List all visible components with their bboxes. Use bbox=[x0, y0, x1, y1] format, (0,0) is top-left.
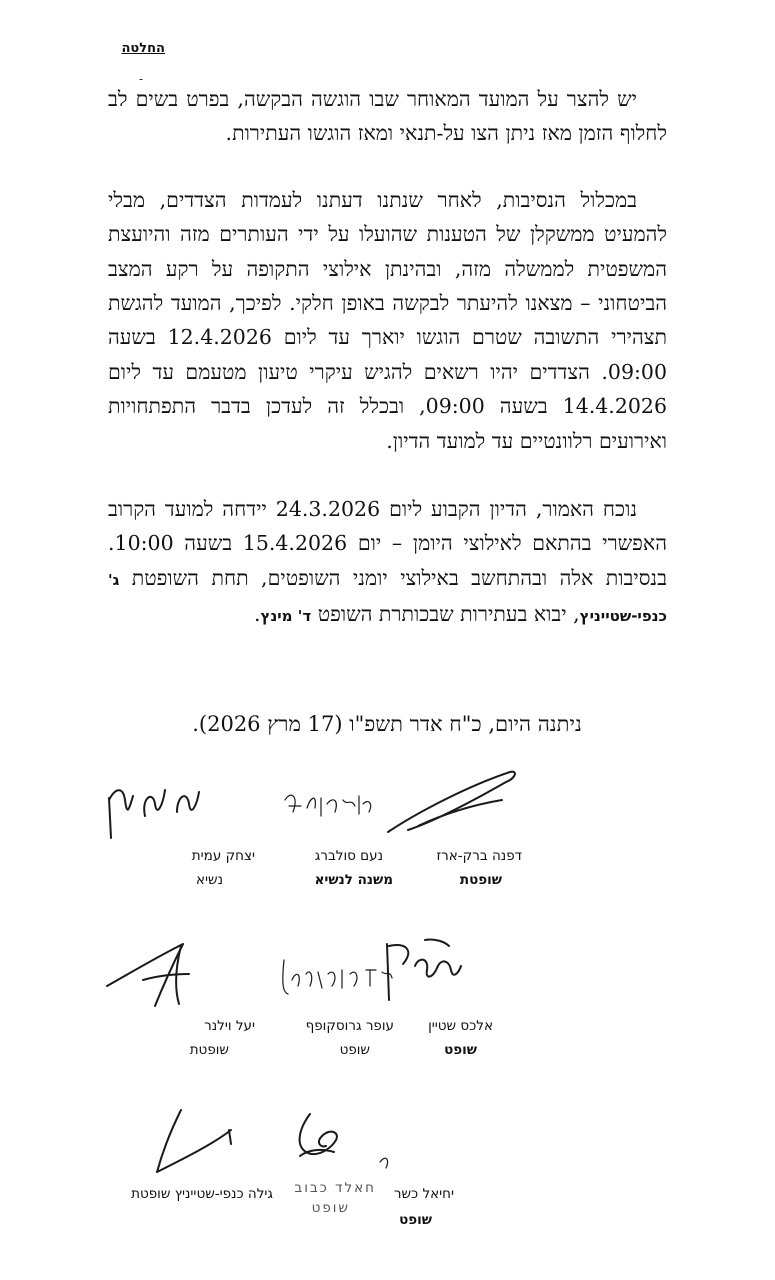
judge-title: שופט bbox=[311, 1200, 350, 1216]
paragraph-3-mid: , יבוא בעתירות שבכותרת השופט bbox=[317, 602, 580, 627]
judge-name: יעל וילנר bbox=[204, 1018, 255, 1034]
judge-title: שופטת bbox=[189, 1042, 229, 1058]
given-date-line: ניתנה היום, כ"ח אדר תשפ"ו (17 מרץ 2026). bbox=[192, 712, 582, 736]
judge-name: יצחק עמית bbox=[191, 848, 255, 864]
judge-block-stein bbox=[375, 930, 545, 1070]
decision-body bbox=[108, 82, 667, 634]
judge-title: שופט bbox=[399, 1212, 432, 1228]
judge-name-mintz: ד' מינץ bbox=[260, 607, 312, 626]
judge-block-kasher bbox=[360, 1100, 530, 1240]
judge-name: עופר גרוסקופף bbox=[305, 1018, 394, 1034]
judge-title: שופטת bbox=[459, 872, 502, 888]
judge-name: דפנה ברק-ארז bbox=[436, 848, 522, 864]
paragraph-3 bbox=[108, 492, 667, 634]
judge-title: נשיא bbox=[195, 872, 223, 888]
paragraph-3-end: . bbox=[254, 602, 261, 627]
judge-title: משנה לנשיא bbox=[314, 872, 393, 888]
judge-name: נעם סולברג bbox=[314, 848, 383, 864]
judge-name: אלכס שטיין bbox=[428, 1018, 493, 1034]
judge-title: שופט bbox=[339, 1042, 370, 1058]
judge-name: גילה כנפי-שטייניץ שופטת bbox=[131, 1186, 273, 1202]
judge-block-amit bbox=[85, 760, 255, 900]
decision-heading: החלטה bbox=[121, 41, 165, 56]
page-mark: - bbox=[139, 72, 144, 86]
judge-name: חאלד כבוב bbox=[294, 1180, 376, 1196]
judge-block-willner bbox=[85, 930, 255, 1070]
paragraph-2: במכלול הנסיבות, לאחר שנתנו דעתנו לעמדות הצדדים, מבלי להמעיט ממשקלן של הטענות שהועלו על ידי העותרים מזה והיועצת המשפטית לממשלה מזה, ובהינתן אילוצי התקופה על רקע המצב הביטחוני – מצאנו להיעתר לבקשה באופן חלקי. לפיכך, המועד להגשת תצהירי התשובה שטרם הוגשו יוארך עד ליום 12.4.2026 בשעה 09:00. הצדדים יהיו רשאים להגיש עיקרי טיעון מטעמם עד ליום 14.4.2026 בשעה 09:00, ובכלל זה לעדכן בדבר התפתחויות ואירועים רלוונטיים עד למועד הדיון. bbox=[108, 187, 667, 453]
judge-name: יחיאל כשר bbox=[393, 1186, 454, 1202]
judge-block-kanfi bbox=[105, 1100, 275, 1240]
paragraph-1: יש להצר על המועד המאוחר שבו הוגשה הבקשה, בפרט בשים לב לחלוף הזמן מאז ניתן הצו על-תנאי ומאז הוגשו העתירות. bbox=[108, 87, 667, 146]
paragraph-3-text: נוכח האמור, הדיון הקבוע ליום 24.3.2026 יידחה למועד הקרוב האפשרי בהתאם לאילוצי היומן – יום 15.4.2026 בשעה 10:00. בנסיבות אלה ובהתחשב באילוצי יומני השופטים, תחת השופטת bbox=[108, 497, 667, 590]
judge-title: שופט bbox=[444, 1042, 477, 1058]
judge-block-barak-erez bbox=[378, 760, 548, 900]
judge-name-kanfi: ג' כנפי-שטייניץ bbox=[108, 570, 667, 626]
